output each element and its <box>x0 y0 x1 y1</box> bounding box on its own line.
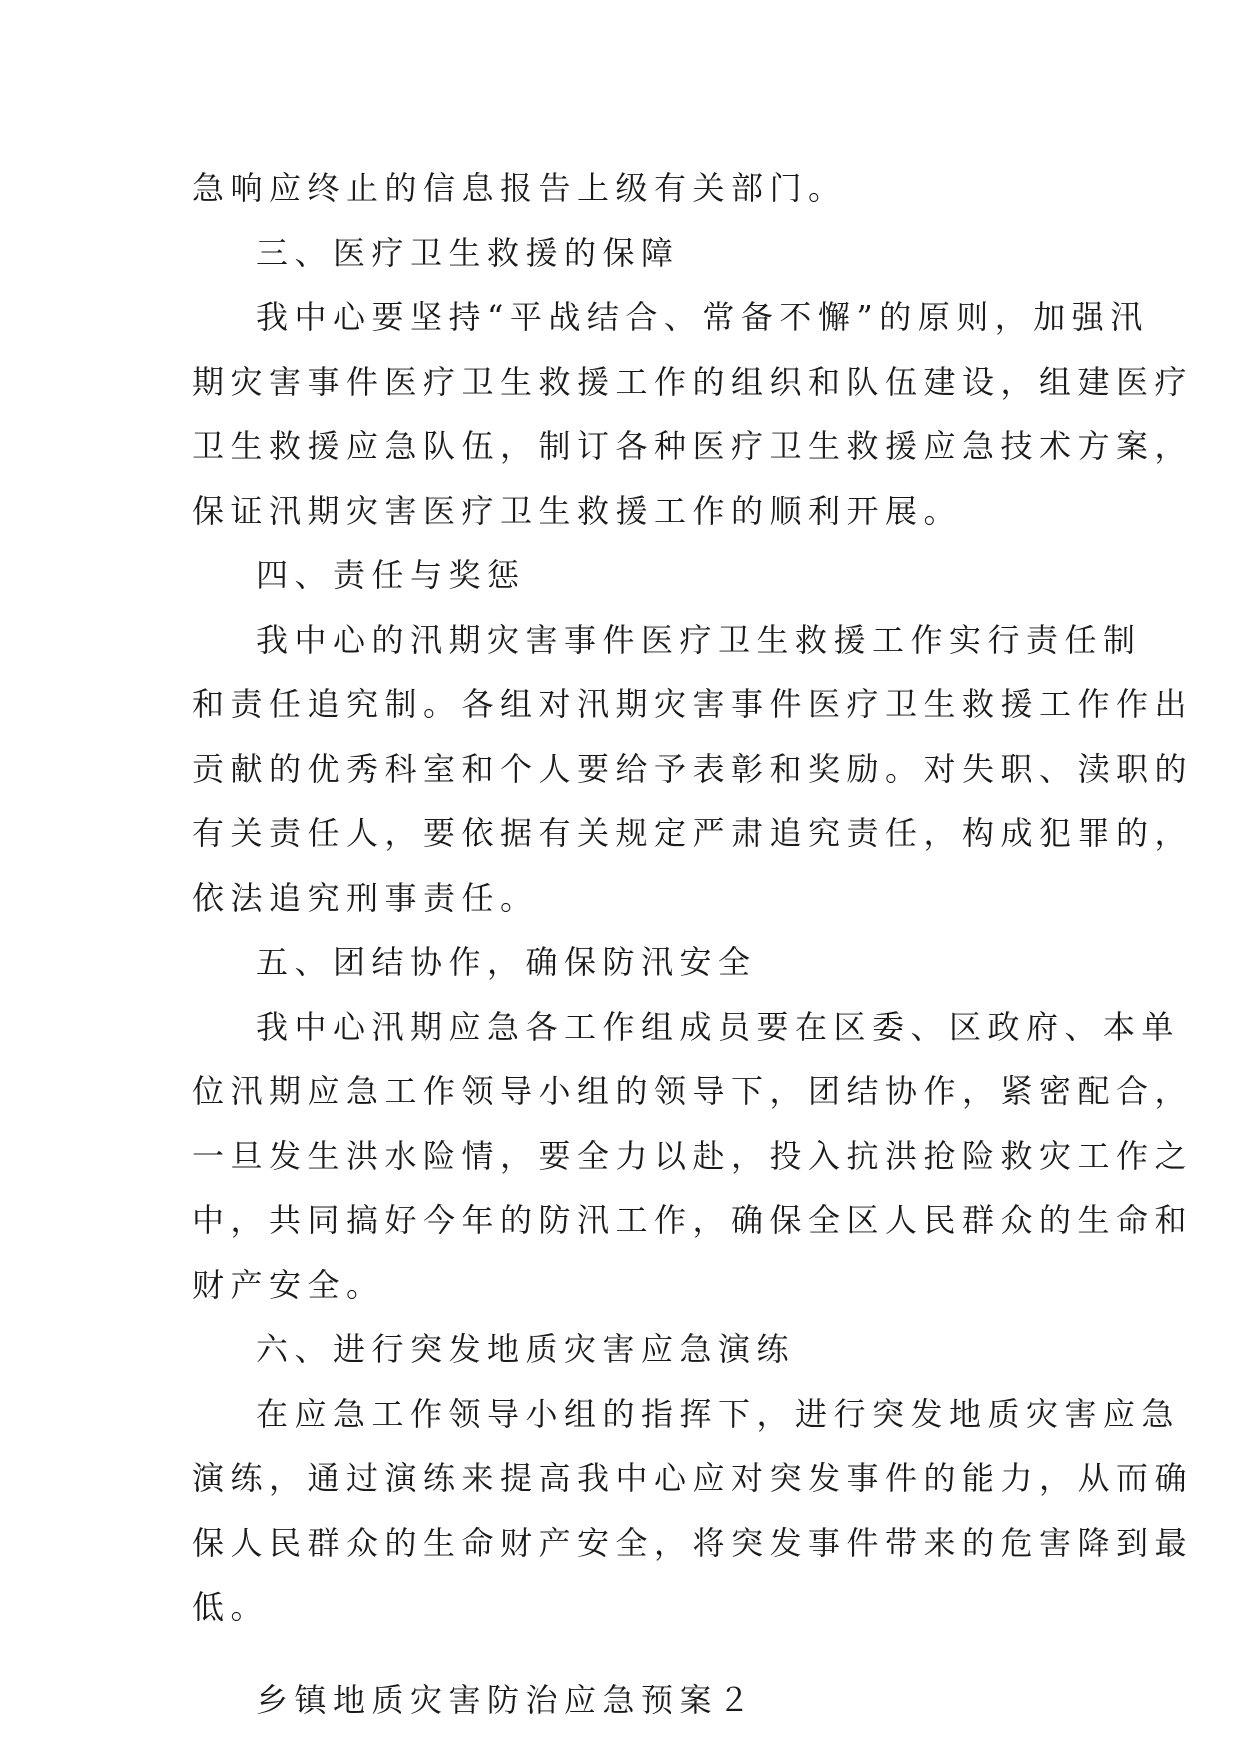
section-heading: 四、责任与奖惩 <box>256 556 526 594</box>
section-heading: 五、团结协作，确保防汛安全 <box>256 943 757 981</box>
paragraph-line: 财产安全。 <box>192 1265 385 1304</box>
document-title: 乡镇地质灾害防治应急预案２ <box>256 1680 757 1719</box>
document-body <box>192 156 1194 1732</box>
paragraph-line: 依法追究刑事责任。 <box>192 878 539 917</box>
section-heading: 六、进行突发地质灾害应急演练 <box>256 1330 796 1368</box>
paragraph-line: 我中心汛期应急各工作组成员要在区委、区政府、本单 <box>256 1007 1181 1046</box>
section-heading: 三、医疗卫生救援的保障 <box>256 233 680 272</box>
paragraph-line: 演练，通过演练来提高我中心应对突发事件的能力，从而确 <box>192 1459 1194 1497</box>
paragraph-line: 期灾害事件医疗卫生救援工作的组织和队伍建设，组建医疗 <box>192 362 1194 401</box>
paragraph-line: 保人民群众的生命财产安全，将突发事件带来的危害降到最 <box>192 1523 1194 1562</box>
paragraph-line: 在应急工作领导小组的指挥下，进行突发地质灾害应急 <box>256 1394 1181 1433</box>
paragraph-line: 位汛期应急工作领导小组的领导下，团结协作，紧密配合， <box>192 1072 1194 1110</box>
paragraph-line: 一旦发生洪水险情，要全力以赴，投入抗洪抢险救灾工作之 <box>192 1136 1194 1175</box>
paragraph-line: 我中心的汛期灾害事件医疗卫生救援工作实行责任制 <box>256 620 1142 659</box>
paragraph-line: 低。 <box>192 1588 270 1626</box>
paragraph-line: 和责任追究制。各组对汛期灾害事件医疗卫生救援工作作出 <box>192 685 1194 723</box>
paragraph-line: 卫生救援应急队伍，制订各种医疗卫生救援应急技术方案， <box>192 427 1194 465</box>
paragraph-line: 中，共同搞好今年的防汛工作，确保全区人民群众的生命和 <box>192 1201 1194 1239</box>
paragraph-line: 我中心要坚持“平战结合、常备不懈”的原则，加强汛 <box>256 298 1149 336</box>
spacer <box>192 1640 1072 1668</box>
paragraph-line: 保证汛期灾害医疗卫生救援工作的顺利开展。 <box>192 491 963 530</box>
paragraph-line: 贡献的优秀科室和个人要给予表彰和奖励。对失职、渎职的 <box>192 749 1194 788</box>
paragraph-line: 急响应终止的信息报告上级有关部门。 <box>192 169 847 207</box>
paragraph-line: 有关责任人，要依据有关规定严肃追究责任，构成犯罪的， <box>192 814 1194 852</box>
